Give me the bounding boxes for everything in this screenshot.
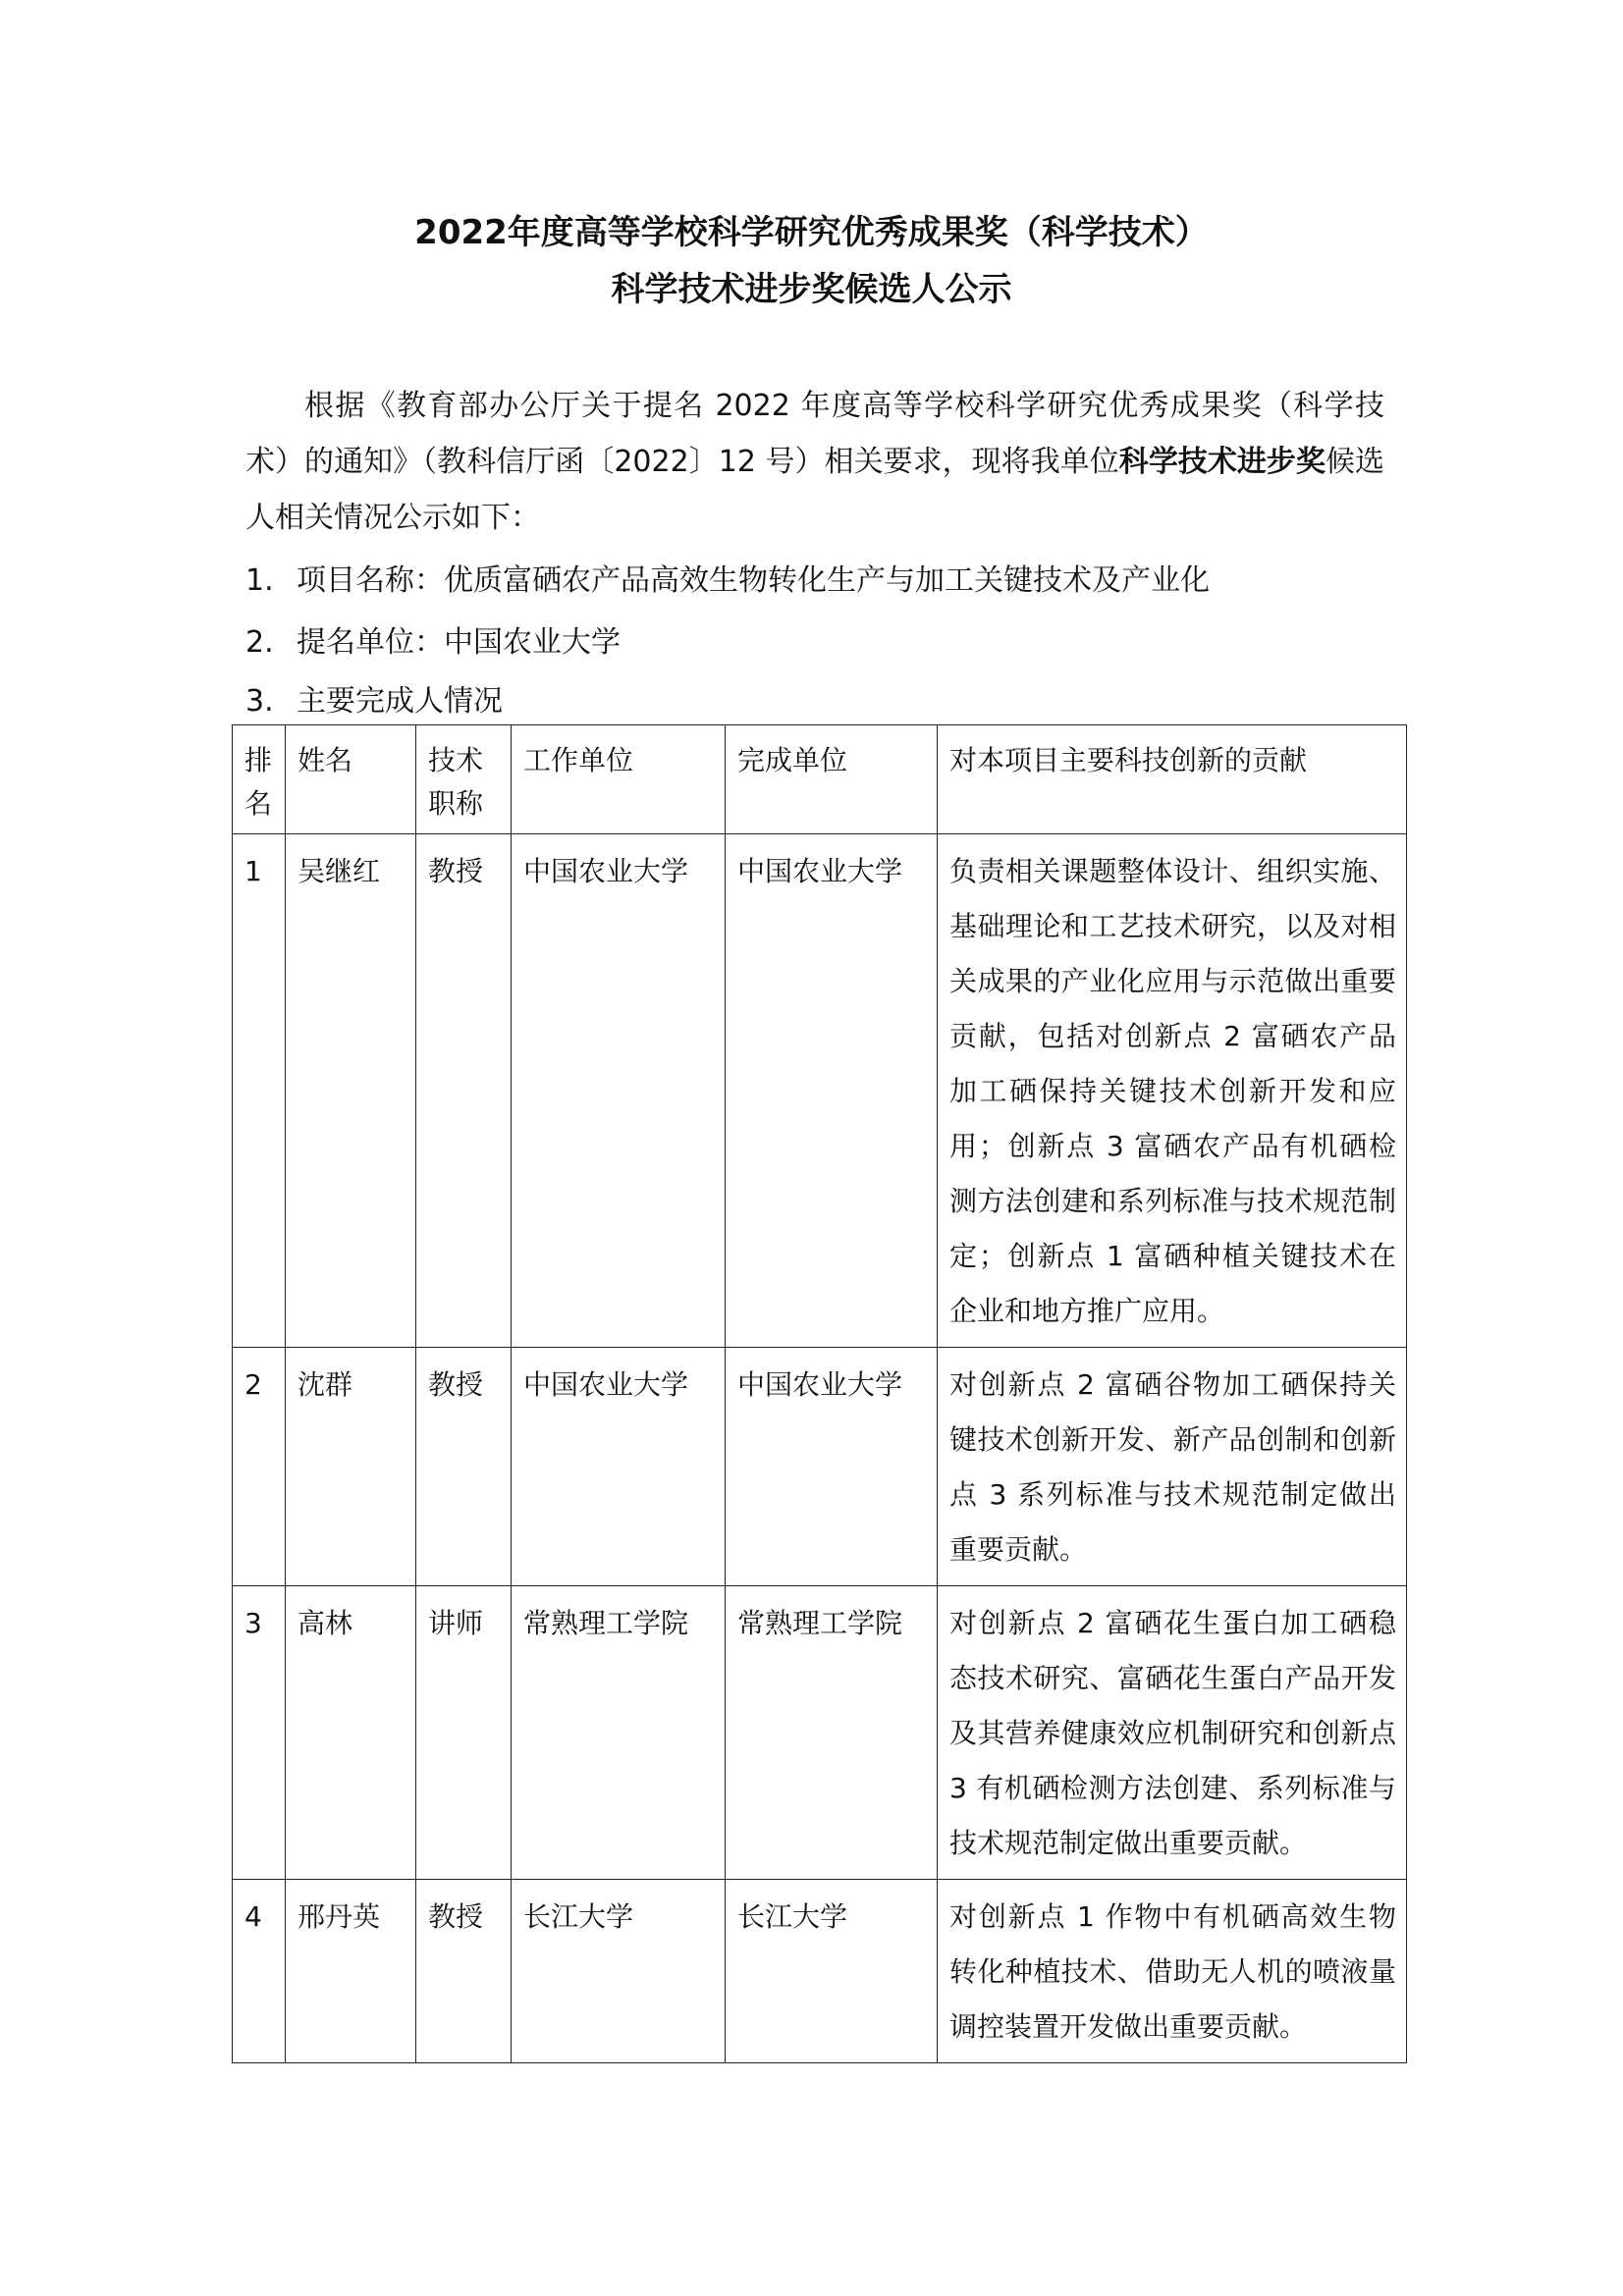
cell-contribution: 对创新点 2 富硒谷物加工硒保持关键技术创新开发、新产品创制和创新点 3 系列标准与技术规范制定做出重要贡献。 [938,1348,1407,1586]
cell-rank: 4 [233,1880,286,2063]
document-title-line2: 科学技术进步奖候选人公示 [611,270,1012,309]
header-done-unit: 完成单位 [726,725,938,834]
cell-done-unit: 长江大学 [726,1880,938,2063]
intro-award-name: 科学技术进步奖 [1118,445,1325,479]
header-title: 技术职称 [416,725,512,834]
document-title-line1: 2022年度高等学校科学研究优秀成果奖（科学技术） [414,213,1209,252]
item-text: 主要完成人情况 [297,684,503,719]
cell-rank: 1 [233,834,286,1348]
cell-name: 吴继红 [286,834,416,1348]
cell-name: 高林 [286,1586,416,1880]
intro-text-part2: 候选人相关情况公示如下： [245,445,1385,535]
item-number: 2. [245,625,274,660]
cell-title: 教授 [416,1348,512,1586]
table-header-row [233,725,1407,834]
item-nominator [245,623,621,663]
cell-done-unit: 中国农业大学 [726,1348,938,1586]
header-contribution: 对本项目主要科技创新的贡献 [938,725,1407,834]
cell-done-unit: 中国农业大学 [726,834,938,1348]
item-main-contributors [245,682,503,721]
cell-work-unit: 中国农业大学 [512,1348,726,1586]
cell-done-unit: 常熟理工学院 [726,1586,938,1880]
table-row [233,834,1407,1348]
item-number: 3. [245,684,274,719]
cell-name: 沈群 [286,1348,416,1586]
cell-name: 邢丹英 [286,1880,416,2063]
header-name: 姓名 [286,725,416,834]
contributors-table [232,724,1407,2063]
cell-work-unit: 中国农业大学 [512,834,726,1348]
header-rank: 排名 [233,725,286,834]
table-row [233,1880,1407,2063]
item-number: 1. [245,563,274,598]
intro-paragraph [245,378,1384,546]
cell-contribution: 对创新点 2 富硒花生蛋白加工硒稳态技术研究、富硒花生蛋白产品开发及其营养健康效应机制研究和创新点 3 有机硒检测方法创建、系列标准与技术规范制定做出重要贡献。 [938,1586,1407,1880]
cell-rank: 2 [233,1348,286,1586]
cell-title: 教授 [416,1880,512,2063]
intro-text-part1: 根据《教育部办公厅关于提名 2022 年度高等学校科学研究优秀成果奖（科学技术）的通知》（教科信厅函〔2022〕12 号）相关要求，现将我单位 [245,389,1384,479]
cell-title: 讲师 [416,1586,512,1880]
cell-rank: 3 [233,1586,286,1880]
item-project-name [245,561,1210,601]
table-row [233,1348,1407,1586]
cell-contribution: 负责相关课题整体设计、组织实施、基础理论和工艺技术研究，以及对相关成果的产业化应用与示范做出重要贡献，包括对创新点 2 富硒农产品加工硒保持关键技术创新开发和应用；创新点 3 富硒农产品有机硒检测方法创建和系列标准与技术规范制定；创新点 1 富硒种植关键技术在企业和地方推广应用。 [938,834,1407,1348]
item-text: 提名单位：中国农业大学 [297,625,621,660]
cell-contribution: 对创新点 1 作物中有机硒高效生物转化种植技术、借助无人机的喷液量调控装置开发做出重要贡献。 [938,1880,1407,2063]
item-text: 项目名称：优质富硒农产品高效生物转化生产与加工关键技术及产业化 [297,563,1210,598]
cell-work-unit: 长江大学 [512,1880,726,2063]
cell-title: 教授 [416,834,512,1348]
table-row [233,1586,1407,1880]
cell-work-unit: 常熟理工学院 [512,1586,726,1880]
header-work-unit: 工作单位 [512,725,726,834]
